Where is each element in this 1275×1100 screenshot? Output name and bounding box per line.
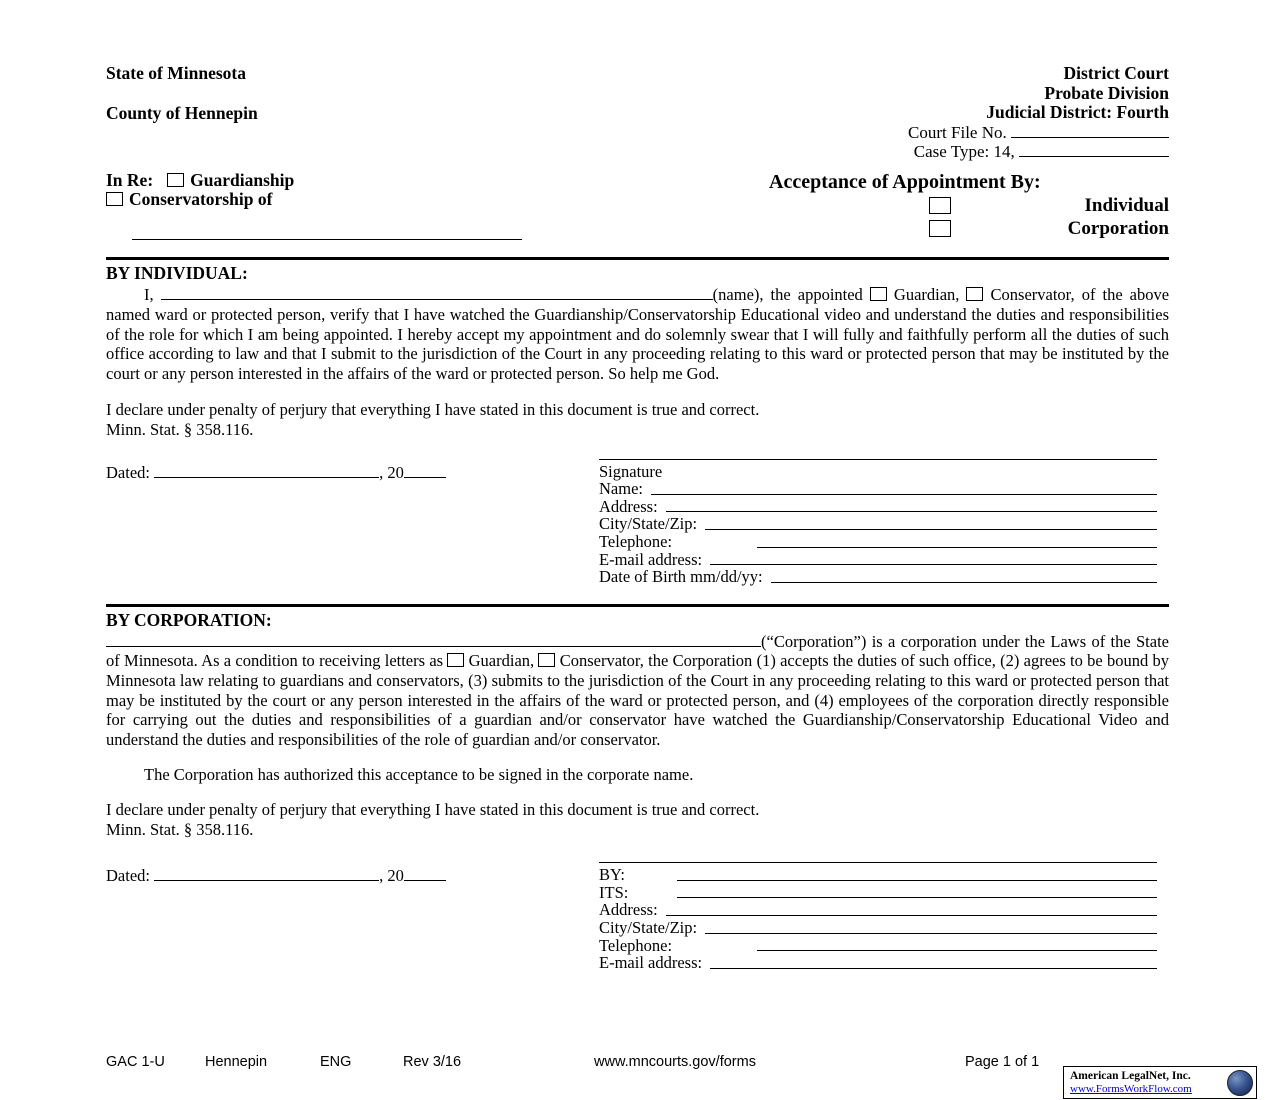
corporation-name-field[interactable]	[106, 633, 761, 647]
corp-signature-field[interactable]	[599, 853, 1157, 863]
corporation-signature-section	[106, 853, 1169, 972]
city-state-zip-label: City/State/Zip:	[599, 514, 698, 534]
its-label: ITS:	[599, 882, 629, 902]
individual-oath-paragraph	[106, 285, 1169, 383]
footer-revision: Rev 3/16	[403, 1054, 462, 1070]
conservatorship-label: Conservatorship of	[129, 189, 273, 210]
case-type-field[interactable]	[1019, 143, 1169, 157]
corporation-body-text: the Corporation (1) accepts the duties of such office, (2) agrees to be bound by Minnesota law relating to guardians and conservators, (3) submits to the jurisdiction of the Court in any proceeding relating to this ward or protected person that may be instituted by the court or any person interested in the affairs of the ward or protected person, and (4) employees of the corporation directly responsible for carrying out the duties and responsibilities of a guardian and/or conservator have watched the Guardianship/Conservatorship Educational Video and understand the duties and responsibilities of the role of guardian and/or conservator.	[106, 651, 1170, 749]
corporation-dated-date-field[interactable]	[154, 867, 379, 881]
oath-intro: I,	[144, 285, 154, 305]
corp-conservator-option-label: Conservator,	[559, 651, 644, 671]
corporation-signature-block	[599, 853, 1169, 972]
city-state-zip-field[interactable]	[705, 529, 1157, 530]
declaration-text: I declare under penalty of perjury that everything I have stated in this document is true and correct.	[106, 400, 760, 420]
case-type-label: Case Type: 14,	[913, 142, 1015, 162]
corp-guardian-option-label: Guardian,	[468, 651, 535, 671]
name-field[interactable]	[651, 494, 1157, 495]
dated-label: Dated:	[106, 462, 150, 482]
section-divider	[106, 257, 1169, 260]
dated-year-prefix: , 20	[379, 462, 404, 482]
name-suffix: (name), the appointed	[712, 285, 863, 305]
corporation-option-label: Corporation	[1067, 217, 1169, 239]
by-label: BY:	[599, 865, 625, 885]
conservator-option-label: Conservator,	[990, 285, 1075, 305]
court-file-label: Court File No.	[908, 122, 1007, 142]
corporation-checkbox[interactable]	[929, 220, 951, 237]
corp-statute-citation: Minn. Stat. § 358.116.	[106, 819, 254, 839]
corp-city-state-zip-label: City/State/Zip:	[599, 917, 698, 937]
dob-field[interactable]	[771, 582, 1157, 583]
by-corporation-heading: BY CORPORATION:	[106, 609, 272, 630]
acceptance-title-block	[769, 171, 1169, 245]
individual-dated-row	[106, 463, 599, 483]
judicial-district-caption: Judicial District: Fourth	[986, 102, 1169, 123]
appointed-conservator-checkbox[interactable]	[966, 287, 983, 301]
footer-county: Hennepin	[205, 1054, 268, 1070]
corp-telephone-label: Telephone:	[599, 935, 673, 955]
individual-name-field[interactable]	[161, 286, 713, 300]
corporation-declaration	[106, 800, 1169, 839]
email-field[interactable]	[710, 564, 1157, 565]
corp-address-label: Address:	[599, 900, 658, 920]
court-file-no-field[interactable]	[1011, 124, 1169, 138]
corporation-blank-suffix: (“Corporation”) is a corporation under the Laws of the State of Minnesota. As a condition to receiving letters as	[106, 631, 1169, 671]
telephone-field[interactable]	[757, 547, 1157, 548]
corp-email-field[interactable]	[710, 968, 1157, 969]
corp-telephone-field[interactable]	[757, 950, 1157, 951]
corp-address-field[interactable]	[666, 915, 1157, 916]
corporation-dated-year-field[interactable]	[404, 867, 446, 881]
individual-checkbox[interactable]	[929, 197, 951, 214]
corporation-paragraph	[106, 632, 1169, 750]
email-label: E-mail address:	[599, 549, 703, 569]
form-code: GAC 1-U	[106, 1054, 165, 1070]
legalnet-link[interactable]: www.FormsWorkFlow.com	[1070, 1083, 1192, 1095]
globe-icon	[1227, 1070, 1253, 1096]
corp-declaration-text: I declare under penalty of perjury that everything I have stated in this document is true and correct.	[106, 799, 760, 819]
section-divider-2	[106, 604, 1169, 607]
in-re-label: In Re:	[106, 169, 154, 190]
corporation-dated-row	[106, 866, 599, 886]
dob-label: Date of Birth mm/dd/yy:	[599, 567, 763, 587]
individual-declaration	[106, 400, 1169, 439]
oath-body-text: of the above named ward or protected person, verify that I have watched the Guardianship/Conservatorship Educational video and understand the duties and responsibilities of the role for which I am being appointed. I hereby accept my appointment and do solemnly swear that I will fully and faithfully perform all the duties of such office according to law and that I submit to the jurisdiction of the Court in any proceeding relating to this ward or protected person that may be instituted by the court or any person interested in the affairs of the ward or protected person. So help me God.	[106, 285, 1170, 383]
address-label: Address:	[599, 496, 658, 516]
by-individual-heading: BY INDIVIDUAL:	[106, 263, 248, 284]
address-field[interactable]	[666, 511, 1157, 512]
corp-dated-label: Dated:	[106, 866, 150, 886]
signature-field[interactable]	[599, 450, 1157, 460]
corp-conservator-checkbox[interactable]	[538, 653, 555, 667]
individual-signature-block	[599, 450, 1169, 586]
telephone-label: Telephone:	[599, 532, 673, 551]
ward-name-field[interactable]	[132, 226, 522, 240]
name-label: Name:	[599, 479, 643, 499]
guardianship-label: Guardianship	[190, 169, 295, 190]
by-field[interactable]	[677, 880, 1157, 881]
form-footer	[106, 1053, 1169, 1073]
state-caption: State of Minnesota	[106, 63, 246, 83]
page-number: Page 1 of 1	[965, 1054, 1040, 1070]
form-title: Acceptance of Appointment By:	[769, 170, 1041, 193]
appointed-guardian-checkbox[interactable]	[870, 287, 887, 301]
legalnet-box	[1063, 1066, 1257, 1099]
individual-dated-year-field[interactable]	[404, 464, 446, 478]
corp-guardian-checkbox[interactable]	[447, 653, 464, 667]
its-field[interactable]	[677, 897, 1157, 898]
individual-signature-section	[106, 450, 1169, 586]
corp-email-label: E-mail address:	[599, 953, 703, 973]
footer-website: www.mncourts.gov/forms	[594, 1054, 756, 1070]
division-caption: Probate Division	[1044, 82, 1169, 103]
guardian-option-label: Guardian,	[893, 285, 960, 305]
corporation-authorized-text: The Corporation has authorized this acceptance to be signed in the corporate name.	[144, 765, 694, 785]
form-header	[106, 64, 1169, 162]
corp-dated-year-prefix: , 20	[379, 866, 404, 886]
footer-language: ENG	[320, 1054, 352, 1070]
legalnet-name: American LegalNet, Inc.	[1070, 1070, 1191, 1082]
in-re-section	[106, 171, 1169, 245]
court-caption: District Court	[1063, 63, 1169, 83]
individual-dated-date-field[interactable]	[154, 464, 379, 478]
county-caption: County of Hennepin	[106, 102, 258, 123]
signature-caption: Signature	[599, 461, 663, 481]
corp-city-state-zip-field[interactable]	[705, 933, 1157, 934]
guardianship-checkbox[interactable]	[167, 173, 184, 187]
statute-citation: Minn. Stat. § 358.116.	[106, 420, 254, 440]
individual-option-label: Individual	[1084, 194, 1169, 216]
conservatorship-checkbox[interactable]	[106, 192, 123, 206]
